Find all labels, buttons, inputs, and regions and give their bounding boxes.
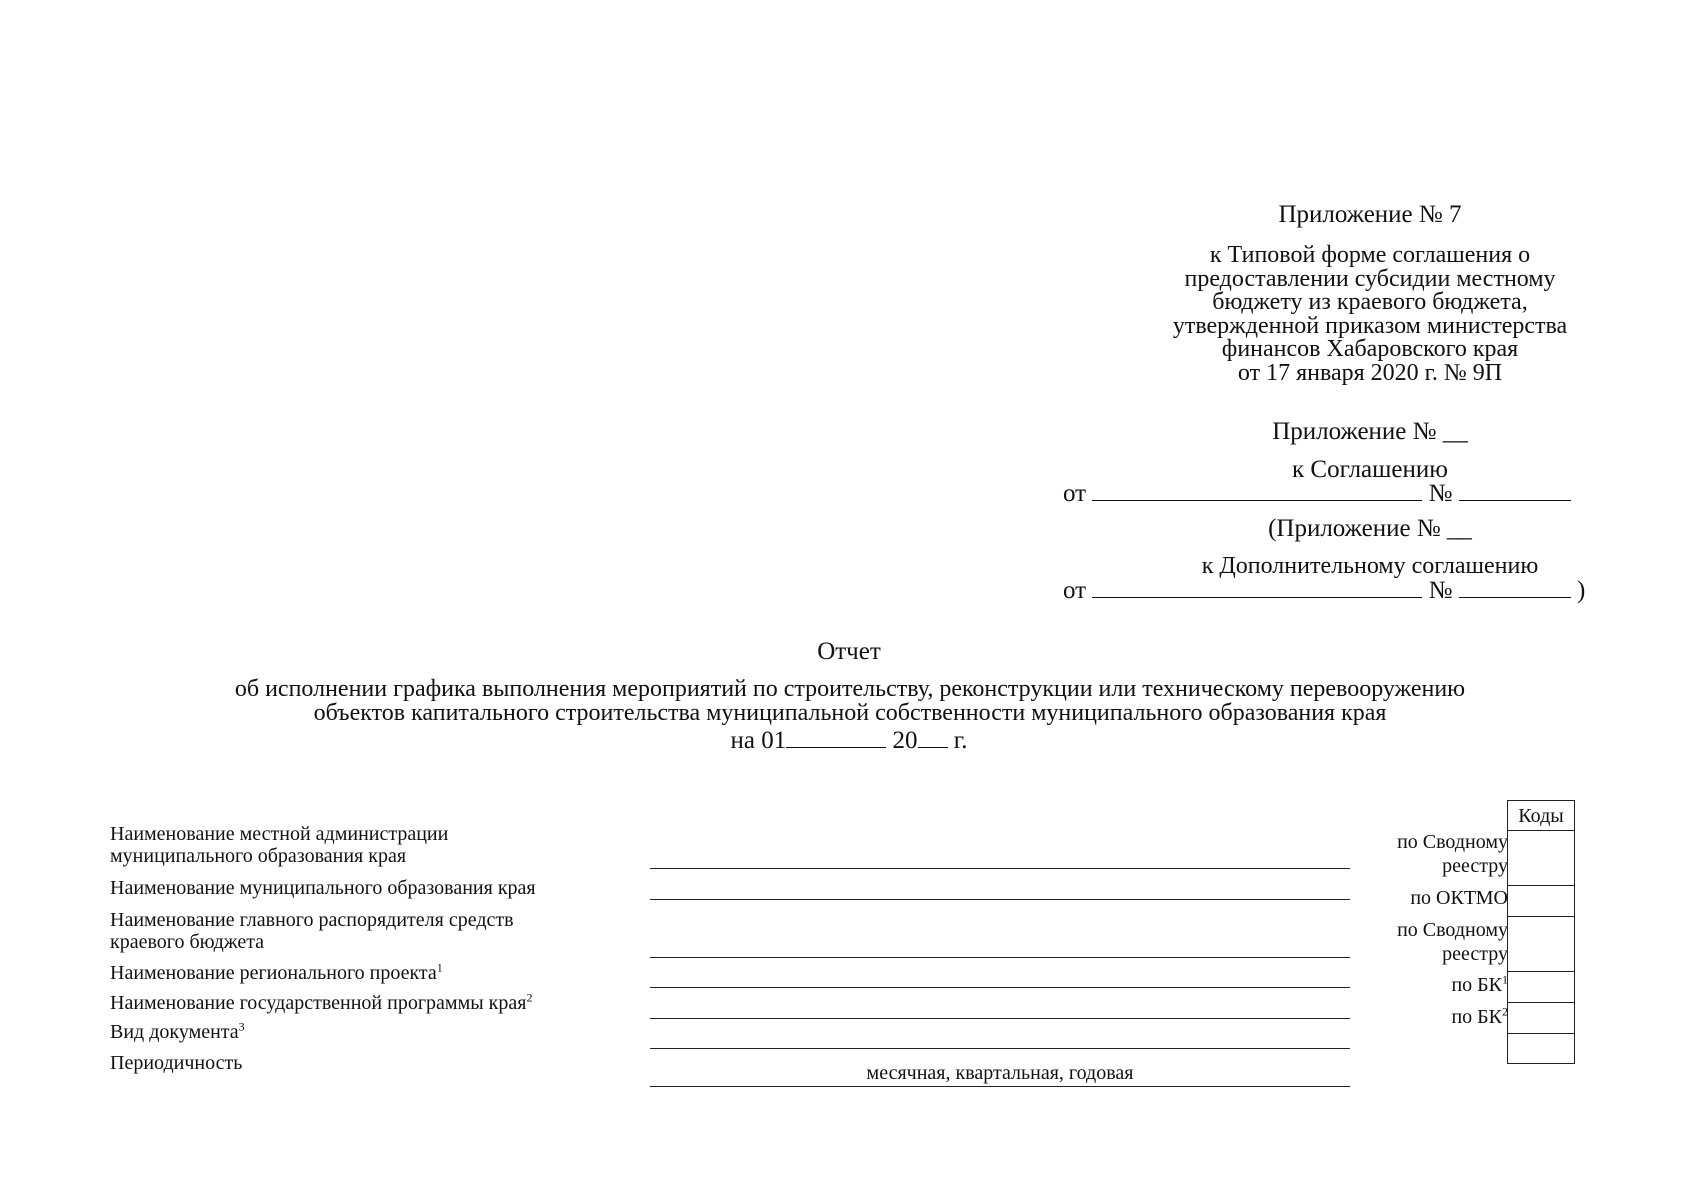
report-desc-line: об исполнении графика выполнения мероприятий по строительству, реконструкции или техническому перевооружению <box>234 676 1466 702</box>
code-label-line: по Сводному <box>1397 831 1508 853</box>
label-line: Наименование главного распорядителя средств <box>110 909 514 931</box>
label-line: краевого бюджета <box>110 931 265 953</box>
supplementary-number-field[interactable] <box>1459 577 1571 598</box>
code-cell-summary-registry-2[interactable] <box>1507 916 1575 972</box>
chief-manager-field[interactable] <box>650 957 1350 958</box>
appendix-line: бюджету из краевого бюджета, <box>1212 289 1528 315</box>
appendix-line: утвержденной приказом министерства <box>1172 312 1568 339</box>
year-prefix: 20 <box>892 727 918 754</box>
appendix-subtitle <box>1020 244 1698 385</box>
municipality-field[interactable] <box>650 899 1350 900</box>
number-label: № <box>1428 577 1453 604</box>
ot-label: от <box>1063 480 1087 507</box>
footnote-mark: 2 <box>526 990 533 1005</box>
code-cell-bk1[interactable] <box>1507 971 1575 1003</box>
report-date-row <box>0 727 1698 755</box>
footnote-mark: 2 <box>1502 1004 1508 1019</box>
code-label-line: реестру <box>1442 855 1508 877</box>
label-text: Наименование государственной программы края <box>110 992 527 1014</box>
code-cell-periodicity[interactable] <box>1507 1033 1575 1064</box>
label-line: Наименование местной администрации <box>110 823 449 845</box>
supplementary-date-row <box>1063 577 1585 605</box>
code-cell-oktmo[interactable] <box>1507 885 1575 917</box>
code-label-text: по БК <box>1451 1006 1502 1028</box>
label-line: муниципального образования края <box>110 845 407 867</box>
closing-paren: ) <box>1576 577 1586 604</box>
appendix-title: Приложение № 7 <box>1278 201 1462 228</box>
label-chief-manager <box>110 909 514 953</box>
supplementary-date-field[interactable] <box>1092 577 1422 598</box>
local-admin-field[interactable] <box>650 868 1350 869</box>
code-label-line: реестру <box>1442 943 1508 965</box>
to-supplementary-label: к Дополнительному соглашению <box>1201 553 1539 579</box>
appendix-supplementary: (Приложение № __ <box>1268 515 1472 542</box>
agreement-number-field[interactable] <box>1459 480 1571 501</box>
label-text: Вид документа <box>110 1021 239 1043</box>
year-field[interactable] <box>918 727 948 748</box>
codes-header: Коды <box>1507 800 1575 830</box>
agreement-date-field[interactable] <box>1092 480 1422 501</box>
appendix-line: предоставлении субсидии местному <box>1184 265 1556 292</box>
report-title: Отчет <box>817 638 881 665</box>
periodicity-field[interactable] <box>650 1086 1350 1087</box>
code-label-oktmo: по ОКТМО <box>1410 887 1508 909</box>
label-periodicity: Периодичность <box>110 1052 243 1074</box>
label-local-admin <box>110 823 448 867</box>
appendix-line: от 17 января 2020 г. № 9П <box>1237 359 1503 386</box>
agreement-date-row <box>1063 480 1571 508</box>
label-doc-type <box>110 1021 245 1043</box>
doc-type-field[interactable] <box>650 1048 1350 1049</box>
code-label-bk2 <box>1451 1005 1508 1029</box>
regional-project-field[interactable] <box>650 987 1350 988</box>
year-suffix: г. <box>953 727 968 754</box>
label-municipality: Наименование муниципального образования края <box>110 877 536 899</box>
footnote-mark: 1 <box>436 960 443 975</box>
code-cell-bk2[interactable] <box>1507 1002 1575 1034</box>
number-label: № <box>1428 480 1453 507</box>
month-field[interactable] <box>786 727 886 748</box>
appendix-line: финансов Хабаровского края <box>1221 336 1519 362</box>
footnote-mark: 3 <box>238 1019 245 1034</box>
appendix-line: к Типовой форме соглашения о <box>1209 242 1531 268</box>
report-description <box>100 677 1600 725</box>
footnote-mark: 1 <box>1502 972 1508 987</box>
date-prefix: на 01 <box>730 727 787 754</box>
code-cell-summary-registry[interactable] <box>1507 830 1575 886</box>
to-agreement-label: к Соглашению <box>1292 456 1448 483</box>
label-regional-project <box>110 962 443 984</box>
code-label-bk1 <box>1451 973 1508 997</box>
label-text: Наименование регионального проекта <box>110 962 437 984</box>
label-state-program <box>110 992 532 1014</box>
report-desc-line: объектов капитального строительства муниципальной собственности муниципального образования края <box>313 700 1387 726</box>
ot-label: от <box>1063 577 1087 604</box>
code-label-summary-registry <box>1397 830 1508 878</box>
periodicity-options: месячная, квартальная, годовая <box>866 1062 1134 1084</box>
code-label-line: по Сводному <box>1397 919 1508 941</box>
appendix-to-agreement: Приложение № __ <box>1272 418 1468 445</box>
state-program-field[interactable] <box>650 1018 1350 1019</box>
code-label-text: по БК <box>1451 974 1502 996</box>
code-label-summary-registry-2 <box>1397 918 1508 966</box>
